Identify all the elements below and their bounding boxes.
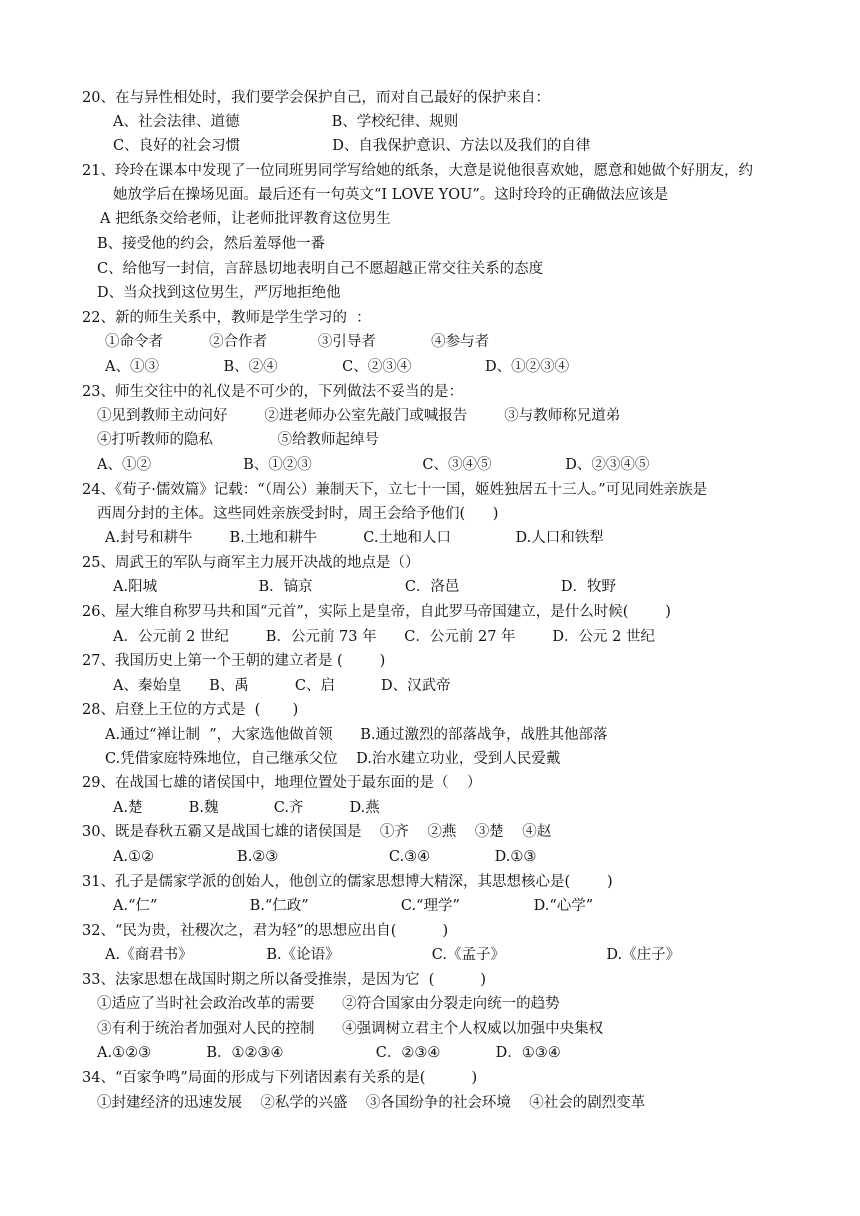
question-33-items-2: ③有利于统治者加强对人民的控制 ④强调树立君主个人权威以加强中央集权 (97, 1021, 604, 1037)
question-30-stem: 30、既是春秋五霸又是战国七雄的诸侯国是 ①齐 ②燕 ③楚 ④赵 (82, 824, 552, 840)
question-33-stem: 33、法家思想在战国时期之所以备受推崇，是因为它 ( ) (82, 972, 487, 988)
question-21-option-c: C、给他写一封信，言辞恳切地表明自己不愿超越正常交往关系的态度 (97, 261, 544, 277)
question-22-items: ①命令者 ②合作者 ③引导者 ④参与者 (105, 334, 490, 350)
question-21-stem: 21、玲玲在课本中发现了一位同班男同学写给她的纸条，大意是说他很喜欢她，愿意和她做个好朋友，约 (82, 163, 753, 179)
question-23-items-1: ①见到教师主动问好 ②进老师办公室先敲门或喊报告 ③与教师称兄道弟 (97, 408, 621, 424)
question-31-stem: 31、孔子是儒家学派的创始人，他创立的儒家思想博大精深，其思想核心是( ) (82, 874, 613, 890)
question-21-option-d: D、当众找到这位男生，严厉地拒绝他 (97, 285, 341, 301)
question-30-options: A.①② B.②③ C.③④ D.①③ (113, 849, 537, 865)
question-28-options-cd: C.凭借家庭特殊地位，自己继承父位 D.治水建立功业，受到人民爱戴 (105, 751, 561, 767)
question-26-options: A．公元前 2 世纪 B．公元前 73 年 C．公元前 27 年 D．公元 2 世纪 (113, 629, 655, 645)
question-29-stem: 29、在战国七雄的诸侯国中，地理位置处于最东面的是（ ） (82, 775, 482, 791)
question-24-options: A.封号和耕牛 B.土地和耕牛 C.土地和人口 D.人口和铁犁 (105, 530, 604, 546)
question-21-option-b: B、接受他的约会，然后羞辱他一番 (97, 236, 326, 252)
question-28-stem: 28、启登上王位的方式是 ( ) (82, 702, 299, 718)
question-33-options: A.①②③ B．①②③④ C．②③④ D．①③④ (97, 1045, 561, 1061)
question-21-option-a: A 把纸条交给老师，让老师批评教育这位男生 (100, 211, 391, 227)
question-29-options: A.楚 B.魏 C.齐 D.燕 (113, 800, 380, 816)
question-23-items-2: ④打听教师的隐私 ⑤给教师起绰号 (97, 432, 380, 448)
question-20-options-ab: A、社会法律、道德 B、学校纪律、规则 (113, 114, 459, 130)
question-24-stem-continued: 西周分封的主体。这些同姓亲族受封时，周王会给予他们( ) (97, 506, 499, 522)
question-22-options: A、①③ B、②④ C、②③④ D、①②③④ (105, 359, 570, 375)
question-23-stem: 23、师生交往中的礼仪是不可少的，下列做法不妥当的是： (82, 384, 463, 400)
question-23-options: A、①② B、①②③ C、③④⑤ D、②③④⑤ (97, 457, 650, 473)
question-27-stem: 27、我国历史上第一个王朝的建立者是 ( ) (82, 653, 386, 669)
question-31-options: A.“仁” B.“仁政” C.“理学” D.“心学” (113, 898, 594, 914)
question-27-options: A、秦始皇 B、禹 C、启 D、汉武帝 (113, 678, 451, 694)
question-34-items: ①封建经济的迅速发展 ②私学的兴盛 ③各国纷争的社会环境 ④社会的剧烈变革 (97, 1095, 646, 1111)
question-25-options: A.阳城 B．镐京 C．洛邑 D．牧野 (113, 579, 616, 595)
question-22-stem: 22、新的师生关系中，教师是学生学习的 ： (82, 310, 371, 326)
question-28-options-ab: A.通过“禅让制 ”，大家选他做首领 B.通过激烈的部落战争，战胜其他部落 (105, 727, 608, 743)
question-26-stem: 26、屋大维自称罗马共和国“元首”，实际上是皇帝，自此罗马帝国建立，是什么时候( ) (82, 604, 671, 620)
question-21-stem-continued: 她放学后在操场见面。最后还有一句英文“I LOVE YOU”。这时玲玲的正确做法应该是 (113, 187, 669, 203)
question-32-stem: 32、“民为贵，社稷次之，君为轻”的思想应出自( ) (82, 923, 449, 939)
question-20-options-cd: C、良好的社会习惯 D、自我保护意识、方法以及我们的自律 (113, 138, 591, 154)
question-25-stem: 25、周武王的军队与商军主力展开决战的地点是（） (82, 555, 420, 571)
question-33-items-1: ①适应了当时社会政治改革的需要 ②符合国家由分裂走向统一的趋势 (97, 996, 560, 1012)
question-32-options: A.《商君书》 B.《论语》 C.《孟子》 D.《庄子》 (105, 947, 681, 963)
question-34-stem: 34、“百家争鸣”局面的形成与下列诸因素有关系的是( ) (82, 1070, 478, 1086)
question-20-stem: 20、在与异性相处时，我们要学会保护自己，而对自己最好的保护来自： (82, 90, 550, 106)
question-24-stem: 24、《荀子·儒效篇》记载：“（周公）兼制天下，立七十一国，姬姓独居五十三人。”可见同姓亲族是 (82, 482, 708, 498)
